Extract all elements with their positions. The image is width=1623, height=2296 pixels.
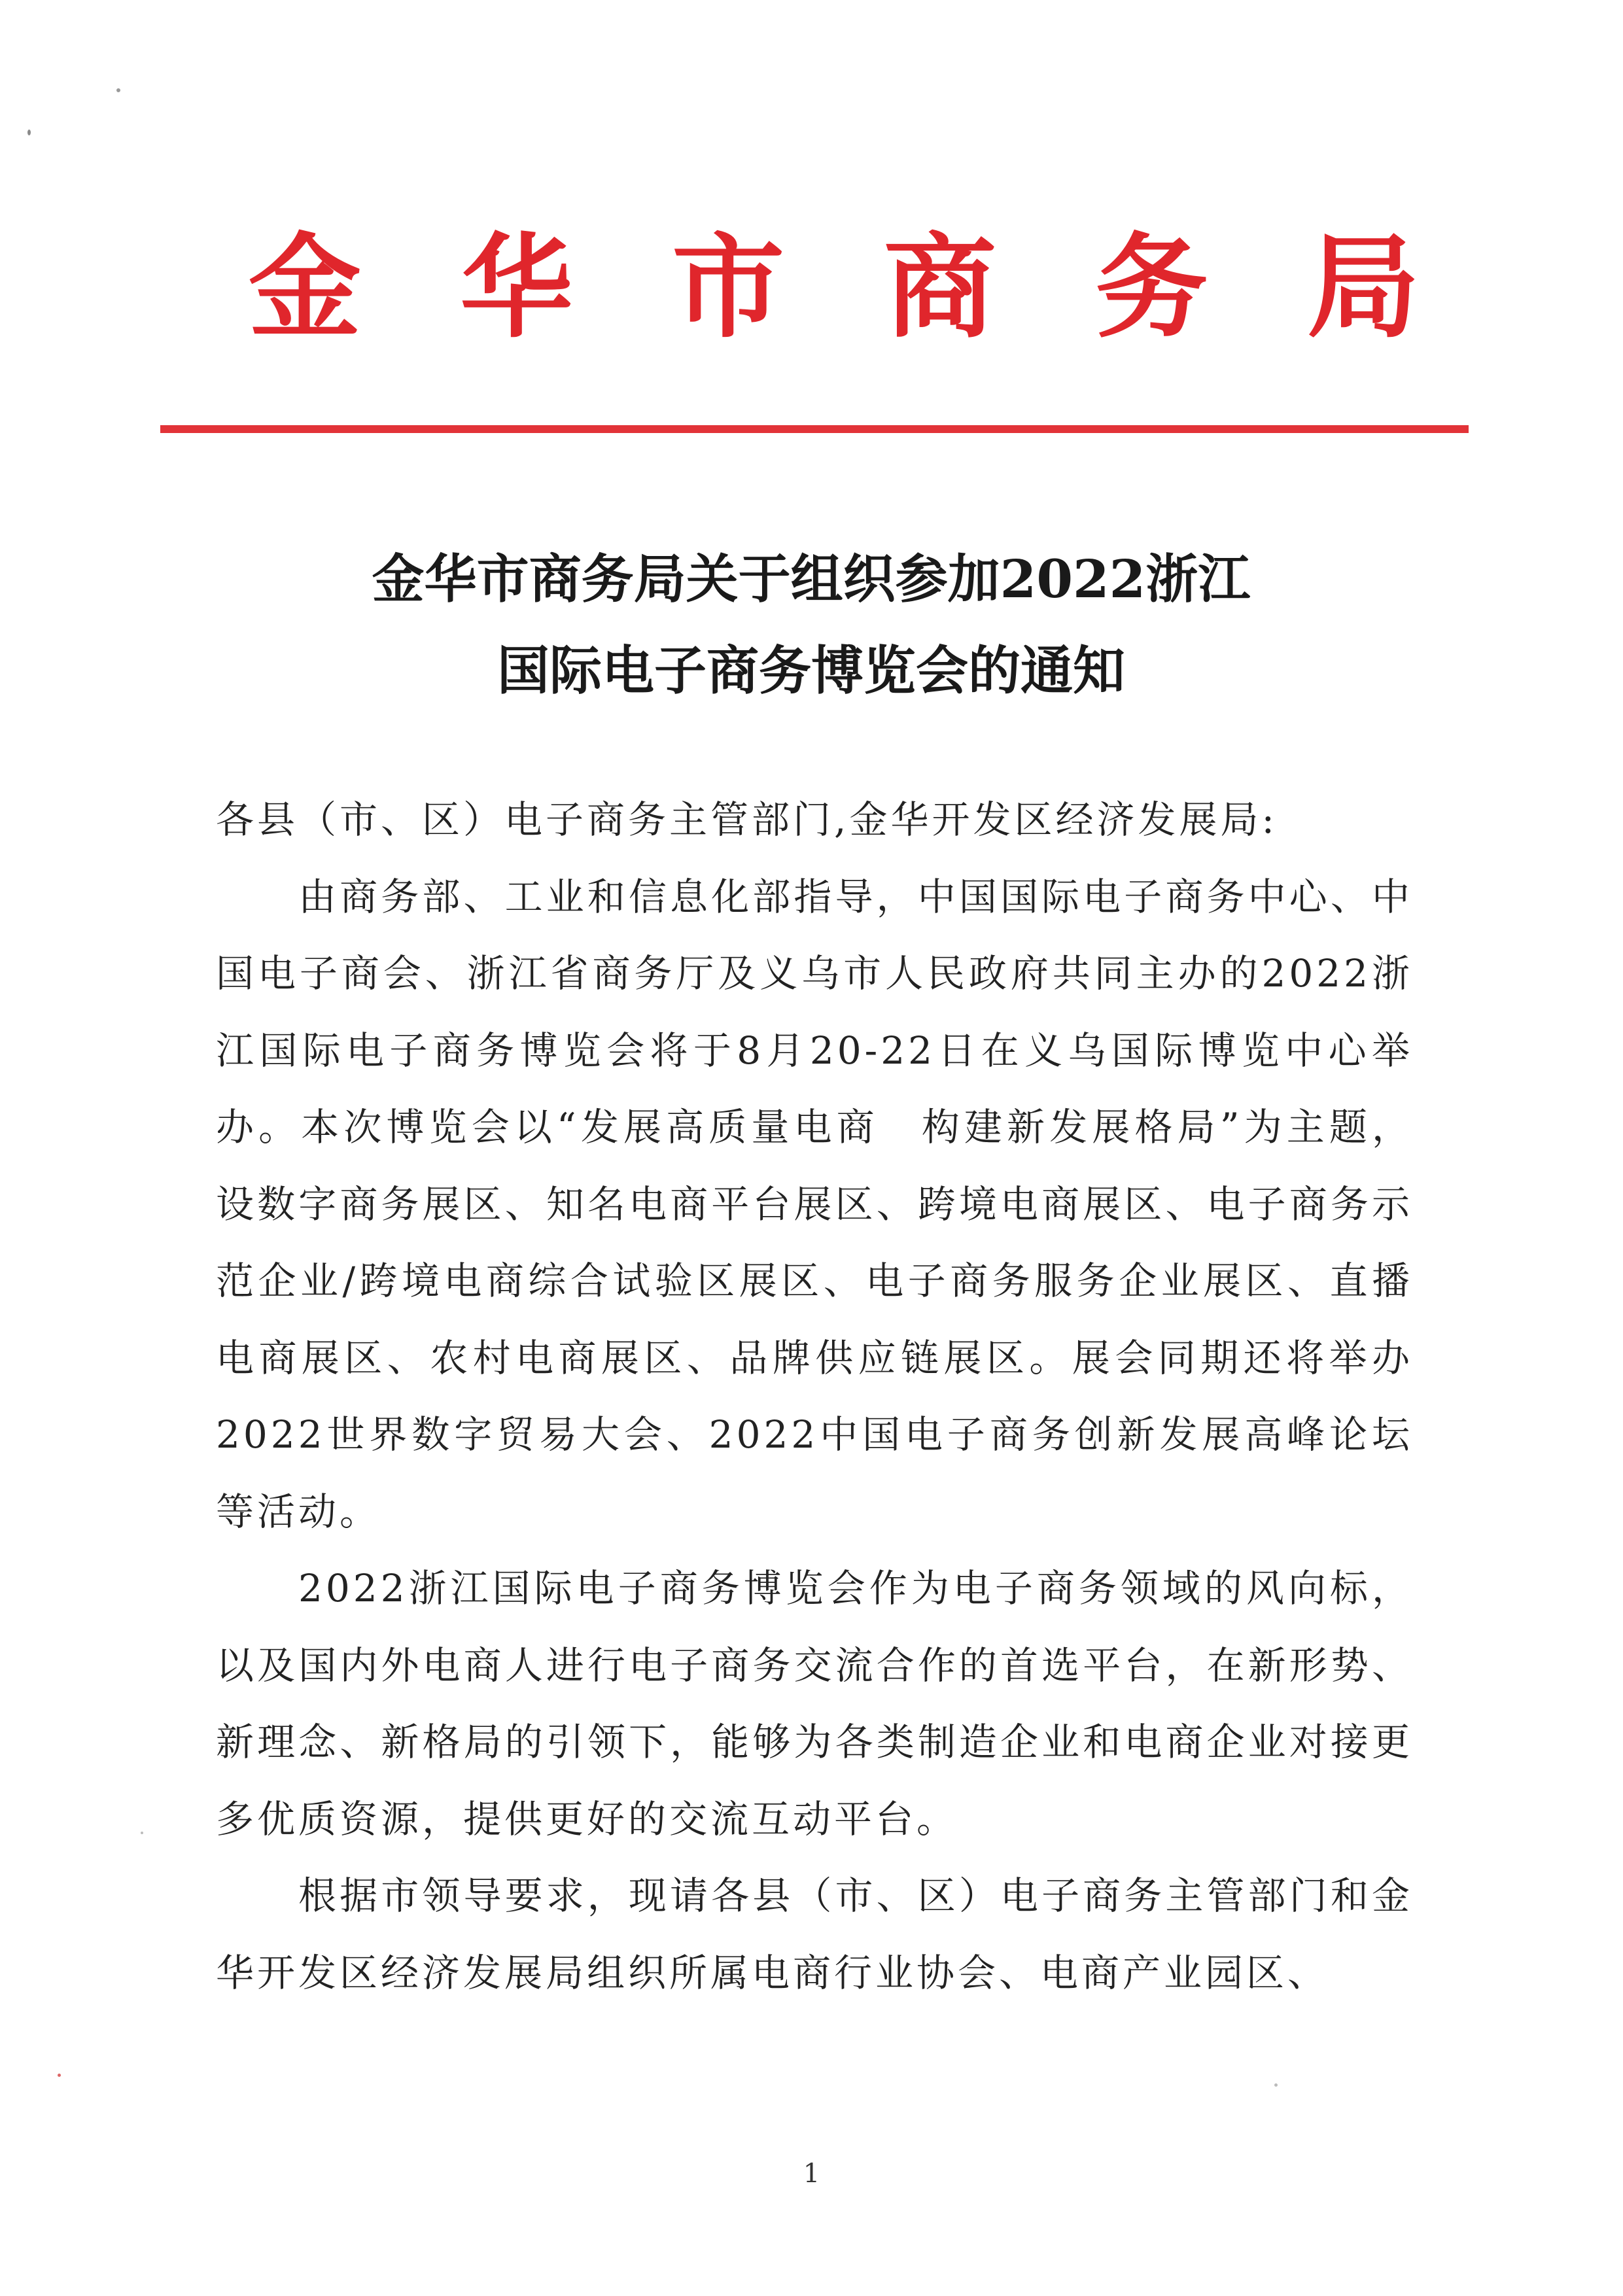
document-body [216,782,1413,2011]
letterhead-char: 金 [249,222,361,353]
letterhead-char: 市 [672,222,785,353]
document-title [196,533,1426,716]
document-title-line: 金华市商务局关于组织参加2022浙江 [372,548,1251,610]
scan-speck [1274,2083,1278,2087]
body-paragraph: 根据市领导要求，现请各县（市、区）电子商务主管部门和金华开发区经济发展局组织所属电商行业协会、电商产业园区、 [216,1873,1413,1995]
salutation: 各县（市、区）电子商务主管部门,金华开发区经济发展局: [216,797,1278,842]
scan-speck [27,130,31,135]
letterhead-char: 务 [1095,222,1208,353]
letterhead [249,222,1420,353]
body-paragraph: 由商务部、工业和信息化部指导，中国国际电子商务中心、中国电子商会、浙江省商务厅及义乌市人民政府共同主办的2022浙江国际电子商务博览会将于8月20-22日在义乌国际博览中心举办。本次博览会以“发展高质量电商 构建新发展格局”为主题，设数字商务展区、知名电商平台展区、跨境电商展区、电子商务示范企业/跨境电商综合试验区展区、电子商务服务企业展区、直播电商展区、农村电商展区、品牌供应链展区。展会同期还将举办2022世界数字贸易大会、2022中国电子商务创新发展高峰论坛等活动。 [216,874,1413,1534]
scan-speck [116,88,120,92]
scan-speck [141,1832,143,1834]
letterhead-red-rule [160,425,1469,433]
document-title-line: 国际电子商务博览会的通知 [497,640,1125,701]
scan-speck [58,2074,61,2077]
letterhead-char: 华 [460,222,573,353]
page-number: 1 [803,2159,820,2189]
letterhead-char: 局 [1306,222,1420,353]
body-paragraph: 2022浙江国际电子商务博览会作为电子商务领域的风向标，以及国内外电商人进行电子商务交流合作的首选平台，在新形势、新理念、新格局的引领下，能够为各类制造企业和电商企业对接更多优质资源，提供更好的交流互动平台。 [216,1566,1413,1841]
letterhead-char: 商 [883,222,996,353]
